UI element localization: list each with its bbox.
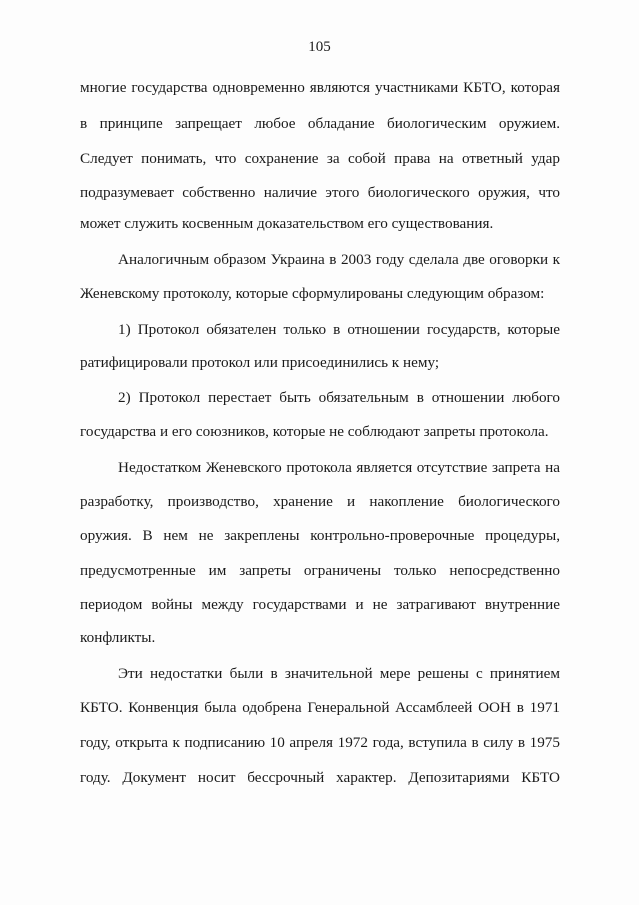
text-line: Аналогичным образом Украина в 2003 году сделала две оговорки к (118, 251, 560, 268)
text-line: году. Документ носит бессрочный характер. Депозитариями КБТО (80, 769, 560, 786)
text-line: в принципе запрещает любое обладание биологическим оружием. (80, 115, 560, 132)
page-number: 105 (308, 39, 331, 55)
text-line: Женевскому протоколу, которые сформулированы следующим образом: (80, 285, 545, 302)
text-line: многие государства одновременно являются участниками КБТО, которая (80, 79, 560, 96)
text-line: году, открыта к подписанию 10 апреля 1972 года, вступила в силу в 1975 (80, 734, 560, 751)
text-line: Недостатком Женевского протокола является отсутствие запрета на (118, 459, 560, 476)
text-line: Следует понимать, что сохранение за собой права на ответный удар (80, 150, 560, 167)
text-line: может служить косвенным доказательством его существования. (80, 215, 494, 232)
text-line: государства и его союзников, которые не соблюдают запреты протокола. (80, 423, 549, 440)
text-line: конфликты. (80, 629, 156, 646)
text-line: 1) Протокол обязателен только в отношении государств, которые (118, 321, 560, 338)
text-line: 2) Протокол перестает быть обязательным в отношении любого (118, 389, 560, 406)
text-line: Эти недостатки были в значительной мере решены с принятием (118, 665, 560, 682)
text-line: предусмотренные им запреты ограничены только непосредственно (80, 562, 560, 579)
text-line: разработку, производство, хранение и накопление биологического (80, 493, 560, 510)
text-line: периодом войны между государствами и не затрагивают внутренние (80, 596, 560, 613)
text-line: подразумевает собственно наличие этого биологического оружия, что (80, 184, 560, 201)
text-line: ратифицировали протокол или присоединились к нему; (80, 354, 440, 371)
text-line: КБТО. Конвенция была одобрена Генеральной Ассамблеей ООН в 1971 (80, 699, 560, 716)
text-line: оружия. В нем не закреплены контрольно-проверочные процедуры, (80, 527, 560, 544)
